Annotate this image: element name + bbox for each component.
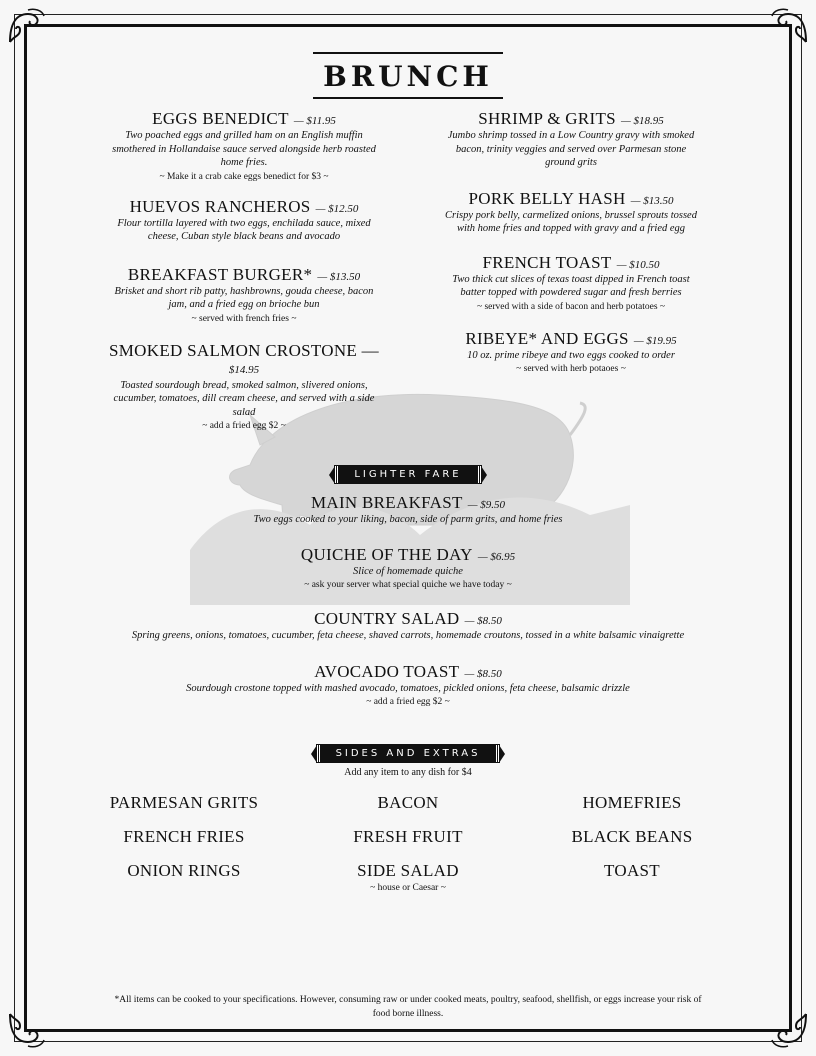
sides-banner bbox=[0, 741, 816, 762]
footer-disclaimer: *All items can be cooked to your specifications. However, consuming raw or under cooked meats, poultry, seafood, shellfish, or eggs increase your risk of food borne illness. bbox=[114, 995, 702, 1019]
page-title: BRUNCH bbox=[313, 52, 503, 99]
lighter-fare-section bbox=[108, 492, 708, 722]
side-item bbox=[72, 792, 296, 814]
lighter-fare-banner bbox=[0, 462, 816, 483]
menu-item bbox=[108, 608, 708, 643]
item-note: ~ served with french fries ~ bbox=[191, 313, 297, 324]
scroll-ornament-icon bbox=[6, 1010, 46, 1050]
item-description: Sourdough crostone topped with mashed avocado, tomatoes, pickled onions, feta cheese, balsamic drizzle bbox=[186, 682, 630, 694]
side-item bbox=[296, 792, 520, 814]
item-price: — $12.50 bbox=[315, 202, 359, 215]
item-note: ~ served with a side of bacon and herb potatoes ~ bbox=[476, 301, 666, 312]
item-note: ~ ask your server what special quiche we have today ~ bbox=[304, 580, 512, 590]
item-description: Toasted sourdough bread, smoked salmon, slivered onions, cucumber, tomatoes, dill cream cheese, and served with a side salad bbox=[113, 379, 375, 418]
item-description: Two eggs cooked to your liking, bacon, side of parm grits, and home fries bbox=[253, 514, 563, 525]
side-name: FRENCH FRIES bbox=[123, 827, 245, 846]
item-price: — $6.95 bbox=[477, 550, 516, 563]
item-note: ~ Make it a crab cake eggs benedict for $3 ~ bbox=[159, 171, 329, 182]
item-name: HUEVOS RANCHEROS bbox=[129, 196, 311, 216]
menu-item bbox=[436, 328, 706, 377]
side-item bbox=[296, 860, 520, 894]
item-price: — $8.50 bbox=[464, 615, 502, 627]
sides-note: Add any item to any dish for $4 bbox=[344, 767, 472, 778]
menu-item bbox=[436, 108, 706, 170]
item-price: — $8.50 bbox=[464, 667, 502, 680]
section-heading: SIDES AND EXTRAS bbox=[317, 745, 500, 762]
item-price: — $10.50 bbox=[616, 258, 660, 271]
item-name: COUNTRY SALAD bbox=[314, 609, 460, 628]
item-price: — $11.95 bbox=[293, 115, 336, 127]
item-name: SMOKED SALMON CROSTONE — bbox=[109, 340, 379, 360]
item-description: Spring greens, onions, tomatoes, cucumber, feta cheese, shaved carrots, homemade croutons, tossed in a white balsamic vinaigrette bbox=[131, 630, 685, 641]
side-item bbox=[520, 792, 744, 814]
side-name: TOAST bbox=[604, 861, 660, 880]
menu-item bbox=[108, 196, 380, 244]
right-menu-column bbox=[436, 108, 706, 388]
side-item bbox=[520, 860, 744, 894]
side-item bbox=[72, 826, 296, 848]
side-name: BACON bbox=[377, 793, 439, 812]
item-description: Two thick cut slices of texas toast dipped in French toast batter topped with powdered sugar and fresh berries bbox=[452, 273, 690, 298]
left-menu-column bbox=[108, 108, 380, 445]
item-description: Jumbo shrimp tossed in a Low Country gravy with smoked bacon, trinity veggies and served over Parmesan stone ground grits bbox=[447, 130, 695, 168]
title-block bbox=[0, 52, 816, 99]
section-heading: LIGHTER FARE bbox=[335, 466, 480, 483]
item-description: Two poached eggs and grilled ham on an English muffin smothered in Hollandaise sauce served alongside herb roasted home fries. bbox=[112, 130, 376, 168]
item-name: BREAKFAST BURGER* bbox=[127, 264, 313, 284]
item-price: $14.95 bbox=[228, 363, 260, 376]
item-description: 10 oz. prime ribeye and two eggs cooked to order bbox=[467, 349, 675, 361]
side-name: FRESH FRUIT bbox=[353, 827, 463, 846]
item-name: EGGS BENEDICT bbox=[152, 109, 289, 128]
item-price: — $13.50 bbox=[630, 194, 674, 207]
item-name: AVOCADO TOAST bbox=[314, 661, 460, 681]
item-description: Brisket and short rib patty, hashbrowns, gouda cheese, bacon jam, and a fried egg on brioche bun bbox=[114, 285, 374, 310]
item-price: — $18.95 bbox=[621, 115, 664, 127]
side-name: BLACK BEANS bbox=[571, 827, 693, 846]
item-note: ~ add a fried egg $2 ~ bbox=[202, 421, 286, 431]
item-name: QUICHE OF THE DAY bbox=[300, 544, 473, 564]
menu-item bbox=[108, 661, 708, 710]
menu-item bbox=[108, 108, 380, 184]
side-name: PARMESAN GRITS bbox=[109, 793, 259, 812]
side-item bbox=[296, 826, 520, 848]
item-description: Crispy pork belly, carmelized onions, brussel sprouts tossed with home fries and topped with gravy and a fried egg bbox=[445, 209, 697, 234]
item-name: FRENCH TOAST bbox=[482, 252, 612, 272]
scroll-ornament-icon bbox=[6, 6, 46, 46]
item-price: — $9.50 bbox=[467, 499, 506, 511]
side-name: HOMEFRIES bbox=[582, 793, 682, 812]
item-name: MAIN BREAKFAST bbox=[310, 493, 463, 512]
side-item bbox=[72, 860, 296, 894]
menu-item bbox=[108, 544, 708, 593]
menu-item bbox=[436, 252, 706, 314]
scroll-ornament-icon bbox=[770, 6, 810, 46]
side-name: SIDE SALAD bbox=[357, 861, 459, 880]
item-price: — $19.95 bbox=[633, 334, 677, 347]
menu-item bbox=[108, 340, 380, 434]
item-description: Flour tortilla layered with two eggs, enchilada sauce, mixed cheese, Cuban style black beans and avocado bbox=[117, 217, 371, 242]
side-note: ~ house or Caesar ~ bbox=[370, 883, 446, 893]
item-name: SHRIMP & GRITS bbox=[478, 109, 616, 128]
item-description: Slice of homemade quiche bbox=[353, 565, 463, 577]
sides-grid bbox=[72, 792, 744, 894]
scroll-ornament-icon bbox=[770, 1010, 810, 1050]
item-name: RIBEYE* AND EGGS bbox=[465, 328, 629, 348]
side-item bbox=[520, 826, 744, 848]
side-name: ONION RINGS bbox=[127, 861, 241, 880]
item-name: PORK BELLY HASH bbox=[468, 188, 626, 208]
item-price: — $13.50 bbox=[317, 270, 361, 283]
item-note: ~ served with herb potaoes ~ bbox=[516, 364, 626, 374]
menu-item bbox=[436, 188, 706, 236]
menu-item bbox=[108, 264, 380, 326]
item-note: ~ add a fried egg $2 ~ bbox=[366, 697, 450, 707]
menu-item bbox=[108, 492, 708, 527]
